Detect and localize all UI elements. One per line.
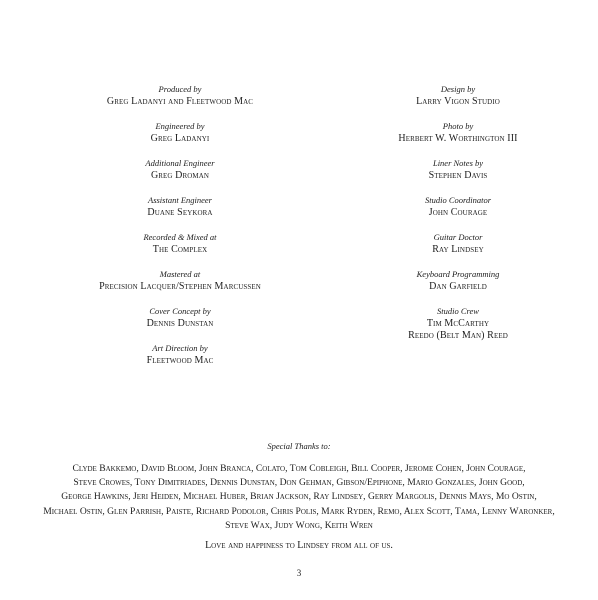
credit-art-direction bbox=[60, 343, 300, 380]
credit-liner-notes bbox=[358, 158, 558, 195]
credit-name: Reedo (Belt Man) Reed bbox=[408, 330, 508, 341]
credit-additional-engineer bbox=[60, 158, 300, 195]
credit-role: Mastered at bbox=[159, 269, 201, 279]
thanks-line: Michael Ostin, Glen Parrish, Paiste, Richard Podolor, Chris Polis, Mark Ryden, Remo, Alex Scott, Tama, Lenny Waronker, bbox=[43, 505, 555, 517]
credit-name: Herbert W. Worthington III bbox=[398, 133, 518, 144]
special-thanks-list bbox=[19, 462, 579, 533]
credit-name: Dennis Dunstan bbox=[146, 318, 214, 329]
credit-role: Photo by bbox=[442, 121, 474, 131]
credit-name: Duane Seykora bbox=[147, 207, 213, 218]
credits-left-column bbox=[60, 84, 300, 380]
credit-studio-coordinator bbox=[358, 195, 558, 232]
thanks-line: Steve Crowes, Tony Dimitriades, Dennis Dunstan, Don Gehman, Gibson/Epiphone, Mario Gonzales, John Good, bbox=[73, 477, 525, 489]
credit-role: Produced by bbox=[158, 84, 202, 94]
thanks-line: George Hawkins, Jeri Heiden, Michael Huber, Brian Jackson, Ray Lindsey, Gerry Margolis, Dennis Mays, Mo Ostin, bbox=[61, 491, 537, 503]
credits-right-column bbox=[358, 84, 558, 343]
credit-name: Greg Droman bbox=[150, 170, 210, 181]
credit-studio-crew bbox=[358, 306, 558, 343]
credit-name: Ray Lindsey bbox=[432, 244, 484, 255]
credit-name: Greg Ladanyi bbox=[150, 133, 210, 144]
credit-name: Larry Vigon Studio bbox=[416, 96, 500, 107]
special-thanks-heading: Special Thanks to: bbox=[267, 441, 331, 451]
credit-design bbox=[358, 84, 558, 121]
credit-mastered bbox=[60, 269, 300, 306]
credit-role: Assistant Engineer bbox=[148, 195, 212, 205]
credit-produced bbox=[60, 84, 300, 121]
credit-recorded bbox=[60, 232, 300, 269]
credit-name: The Complex bbox=[152, 244, 208, 255]
page-number: 3 bbox=[296, 568, 302, 578]
credit-role: Additional Engineer bbox=[145, 158, 215, 168]
credit-name: Tim McCarthy bbox=[426, 318, 490, 329]
credit-name: John Courage bbox=[428, 207, 488, 218]
credit-role: Art Direction by bbox=[152, 343, 208, 353]
credit-photo bbox=[358, 121, 558, 158]
credit-role: Studio Crew bbox=[437, 306, 479, 316]
closing-dedication: Love and happiness to Lindsey from all of us. bbox=[205, 540, 393, 551]
credit-name: Precision Lacquer/Stephen Marcussen bbox=[99, 281, 261, 292]
credit-name: Stephen Davis bbox=[428, 170, 488, 181]
credit-guitar-doctor bbox=[358, 232, 558, 269]
credit-assistant-engineer bbox=[60, 195, 300, 232]
credit-role: Recorded & Mixed at bbox=[143, 232, 217, 242]
credit-role: Cover Concept by bbox=[149, 306, 211, 316]
credit-cover-concept bbox=[60, 306, 300, 343]
credit-role: Liner Notes by bbox=[432, 158, 484, 168]
credit-role: Guitar Doctor bbox=[433, 232, 483, 242]
credit-role: Engineered by bbox=[155, 121, 205, 131]
credit-name: Greg Ladanyi and Fleetwood Mac bbox=[106, 96, 254, 107]
thanks-line: Clyde Bakkemo, David Bloom, John Branca, Colato, Tom Cobleigh, Bill Cooper, Jerome Cohen, John Courage, bbox=[72, 463, 526, 474]
thanks-line: Steve Wax, Judy Wong, Keith Wren bbox=[225, 519, 373, 531]
credit-name: Dan Garfield bbox=[429, 281, 487, 292]
credit-engineered bbox=[60, 121, 300, 158]
credit-name: Fleetwood Mac bbox=[146, 355, 214, 366]
credit-role: Design by bbox=[440, 84, 476, 94]
credit-role: Studio Coordinator bbox=[424, 195, 492, 205]
credit-role: Keyboard Programming bbox=[416, 269, 500, 279]
special-thanks-section bbox=[0, 440, 598, 533]
credit-keyboard-programming bbox=[358, 269, 558, 306]
